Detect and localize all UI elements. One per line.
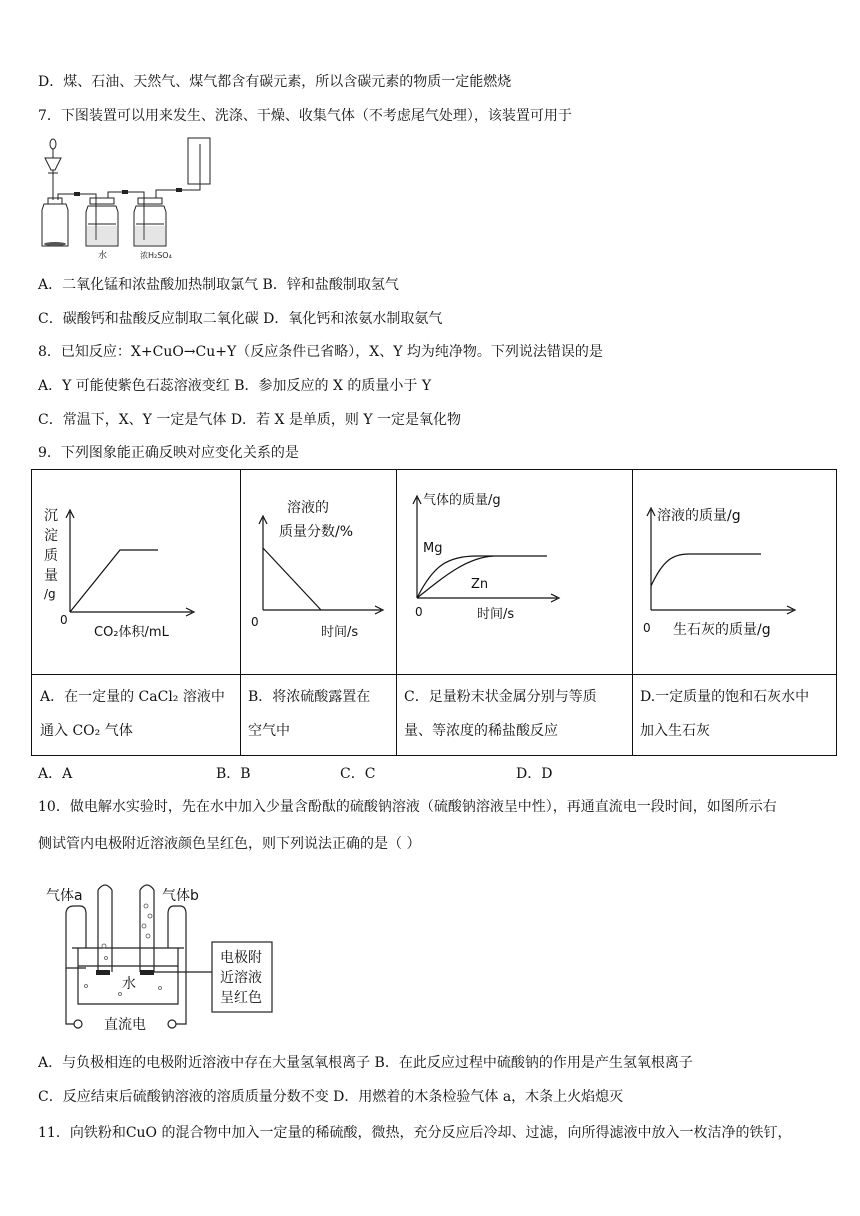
q10-water-label: 水 (122, 976, 136, 992)
q9-caption-b-line1: B．将浓硫酸露置在 (248, 689, 371, 705)
q11-stem: 11．向铁粉和CuO 的混合物中加入一定量的稀硫酸，微热，充分反应后冷却、过滤，向所得滤液中放入一枚洁净的铁钉， (38, 1125, 792, 1141)
q9a-xlabel: CO₂体积/mL (94, 625, 169, 640)
q9-graph-b (241, 470, 396, 674)
q9a-ylabel-4: 量 (44, 568, 58, 584)
q9a-ylabel-1: 沉 (44, 508, 58, 524)
q9c-origin: 0 (415, 605, 423, 619)
q9a-ylabel-5: /g (44, 587, 56, 601)
q6-option-d: D．煤、石油、天然气、煤气都含有碳元素，所以含碳元素的物质一定能燃烧 (38, 74, 512, 90)
q9-caption-c-line1: C．足量粉末状金属分别与等质 (404, 689, 597, 705)
q9-option-d: D．D (516, 766, 553, 782)
q9a-origin: 0 (60, 613, 68, 627)
q9-caption-d-line1: D.一定质量的饱和石灰水中 (640, 689, 810, 705)
q9-graph-table (31, 469, 837, 756)
q7-options-cd: C．碳酸钙和盐酸反应制取二氧化碳 D．氧化钙和浓氨水制取氨气 (38, 311, 443, 327)
q9b-ylabel-2: 质量分数/% (279, 524, 354, 540)
q9b-xlabel: 时间/s (321, 625, 359, 640)
q9c-zn-label: Zn (471, 577, 489, 592)
q9d-origin: 0 (643, 621, 651, 635)
q9a-ylabel-2: 淀 (44, 528, 58, 544)
q9c-ylabel: 气体的质量/g (423, 493, 501, 508)
q9-option-c: C．C (340, 766, 376, 782)
q10-stem-line1: 10．做电解水实验时，先在水中加入少量含酚酞的硫酸钠溶液（硫酸钠溶液呈中性），再通直流电一段时间，如图所示右 (38, 799, 777, 815)
q9-caption-c-line2: 量、等浓度的稀盐酸反应 (404, 723, 558, 739)
q9-caption-d-line2: 加入生石灰 (640, 723, 710, 739)
q10-options-ab: A．与负极相连的电极附近溶液中存在大量氢氧根离子 B．在此反应过程中硫酸钠的作用是产生氢氧根离子 (38, 1055, 693, 1071)
q9-graph-d (633, 470, 837, 674)
q9-option-a: A．A (38, 766, 73, 782)
q9c-mg-label: Mg (423, 541, 443, 556)
q9-stem: 9．下列图象能正确反映对应变化关系的是 (38, 445, 299, 461)
q10-power-label: 直流电 (104, 1017, 146, 1033)
q10-note-line3: 呈红色 (220, 990, 262, 1006)
q10-gas-b-label: 气体b (162, 888, 199, 904)
q7-label-water: 水 (98, 251, 108, 261)
q9-caption-a-line1: A．在一定量的 CaCl₂ 溶液中 (40, 689, 225, 705)
q7-apparatus-figure (36, 136, 226, 262)
q8-stem: 8．已知反应：X+CuO→Cu+Y（反应条件已省略），X、Y 均为纯净物。下列说法错误的是 (38, 344, 603, 360)
q10-options-cd: C．反应结束后硫酸钠溶液的溶质质量分数不变 D．用燃着的木条检验气体 a，木条上火焰熄灭 (38, 1089, 624, 1105)
q10-gas-a-label: 气体a (46, 888, 83, 904)
q10-electrolysis-figure (40, 876, 290, 1036)
q9d-ylabel: 溶液的质量/g (657, 508, 741, 524)
q9a-ylabel-3: 质 (44, 548, 58, 564)
q7-label-acid: 浓H₂SO₄ (140, 251, 172, 260)
q9b-origin: 0 (251, 615, 259, 629)
q9c-xlabel: 时间/s (477, 607, 515, 622)
q9b-ylabel-1: 溶液的 (287, 500, 329, 516)
q8-options-ab: A．Y 可能使紫色石蕊溶液变红 B．参加反应的 X 的质量小于 Y (38, 378, 432, 394)
q7-options-ab: A．二氧化锰和浓盐酸加热制取氯气 B．锌和盐酸制取氢气 (38, 277, 399, 293)
q8-options-cd: C．常温下，X、Y 一定是气体 D．若 X 是单质，则 Y 一定是氧化物 (38, 412, 462, 428)
q9-graph-c (397, 470, 632, 674)
q9-option-b: B．B (216, 766, 251, 782)
q9-caption-b-line2: 空气中 (248, 723, 290, 739)
q10-stem-line2: 侧试管内电极附近溶液颜色呈红色，则下列说法正确的是（ ） (38, 836, 421, 852)
q9-graph-a (32, 470, 240, 674)
q9-caption-a-line2: 通入 CO₂ 气体 (40, 723, 133, 739)
q10-note-line1: 电极附 (220, 950, 262, 966)
q10-note-line2: 近溶液 (220, 970, 262, 986)
q7-stem: 7．下图装置可以用来发生、洗涤、干燥、收集气体（不考虑尾气处理），该装置可用于 (38, 108, 572, 124)
q9d-xlabel: 生石灰的质量/g (673, 622, 771, 638)
